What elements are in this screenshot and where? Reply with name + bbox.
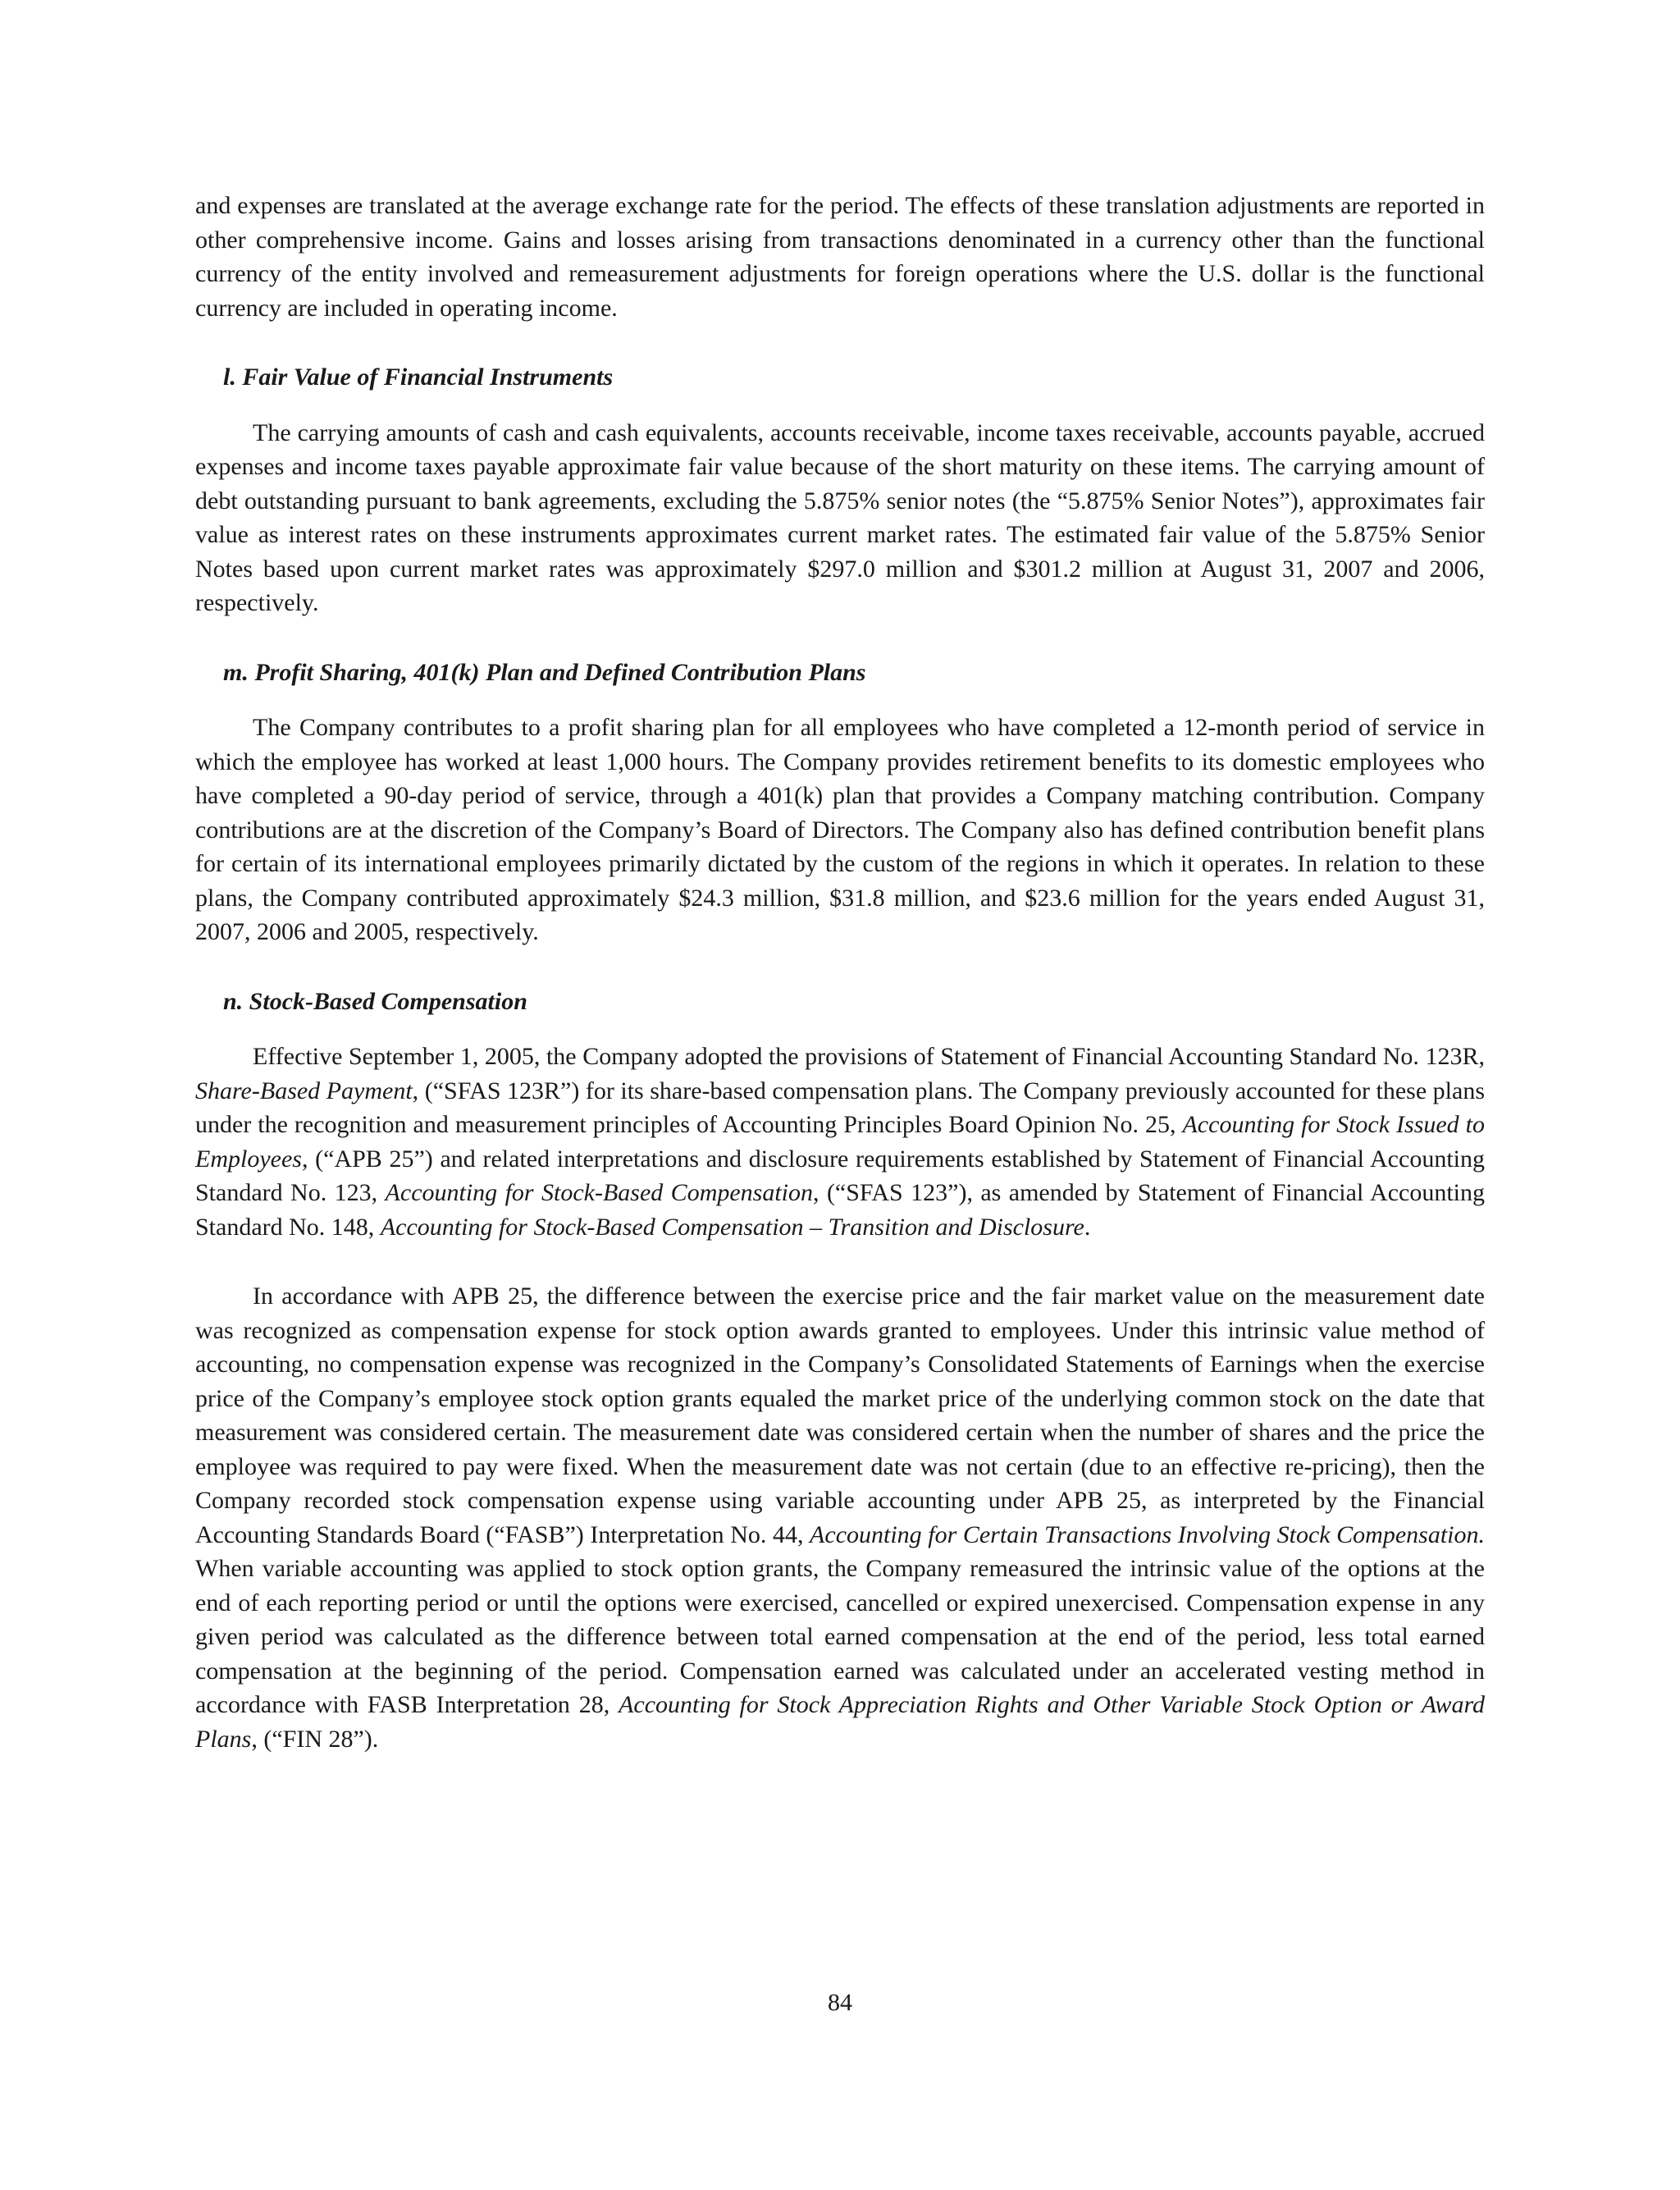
section-m-heading: m. Profit Sharing, 401(k) Plan and Defined Contribution Plans	[223, 658, 866, 686]
text-run: , (“SFAS 123”), as amended by Statement of Financial Accounting Standard No. 148,	[195, 1179, 1485, 1241]
text-run: , (“APB 25”) and related interpretations and disclosure requirements established by Statement of Financial Accounting Standard No. 123,	[195, 1145, 1485, 1206]
italic-title-sfas-123r: Share-Based Payment	[195, 1077, 413, 1104]
section-l-paragraph: The carrying amounts of cash and cash equivalents, accounts receivable, income taxes receivable, accounts payable, accrued expenses and income taxes payable approximate fair value because of the short maturity on these items. The carrying amount of debt outstanding pursuant to bank agreements, excluding the 5.875% senior notes (the “5.875% Senior Notes”), approximates fair value as interest rates on these instruments approximates current market rates. The estimated fair value of the 5.875% Senior Notes based upon current market rates was approximately $297.0 million and $301.2 million at August 31, 2007 and 2006, respectively.	[195, 418, 1485, 616]
section-n-heading: n. Stock-Based Compensation	[223, 987, 527, 1015]
text-run: Effective September 1, 2005, the Company adopted the provisions of Statement of Financial Accounting Standard No. 123R,	[253, 1043, 1485, 1070]
section-m-paragraph: The Company contributes to a profit sharing plan for all employees who have completed a 12-month period of service in which the employee has worked at least 1,000 hours. The Company provides retirement benefits to its domestic employees who have completed a 90-day period of service, through a 401(k) plan that provides a Company matching contribution. Company contributions are at the discretion of the Company’s Board of Directors. The Company also has defined contribution benefit plans for certain of its international employees primarily dictated by the custom of the regions in which it operates. In relation to these plans, the Company contributed approximately $24.3 million, $31.8 million, and $23.6 million for the years ended August 31, 2007, 2006 and 2005, respectively.	[195, 714, 1485, 945]
text-run: , (“SFAS 123R”) for its share-based compensation plans. The Company previously accounted for these plans under the recognition and measurement principles of Accounting Principles Board Opinion No. 25,	[195, 1077, 1485, 1138]
italic-title-fin-28: Accounting for Stock Appreciation Rights and Other Variable Stock Option or Award Plans	[195, 1691, 1486, 1753]
italic-title-fin-44: Accounting for Certain Transactions Involving Stock Compensation.	[810, 1520, 1485, 1548]
text-run: In accordance with APB 25, the difference between the exercise price and the fair market value on the measurement date was recognized as compensation expense for stock option awards granted to employees. Under this intrinsic value method of accounting, no compensation expense was recognized in the Company’s Consolidated Statements of Earnings when the exercise price of the Company’s employee stock option grants equaled the market price of the underlying common stock on the date that measurement was considered certain. The measurement date was considered certain when the number of shares and the price the employee was required to pay were fixed. When the measurement date was not certain (due to an effective re-pricing), then the Company recorded stock compensation expense using variable accounting under APB 25, as interpreted by the Financial Accounting Standards Board (“FASB”) Interpretation No. 44,	[195, 1282, 1485, 1548]
section-n-paragraph-1	[195, 1040, 1485, 1244]
page-number: 84	[828, 1989, 852, 2016]
italic-title-sfas-123: Accounting for Stock-Based Compensation	[385, 1179, 814, 1206]
section-n-paragraph-2	[195, 1279, 1485, 1756]
text-run: .	[1084, 1213, 1091, 1241]
text-run: , (“FIN 28”).	[251, 1725, 379, 1753]
document-page	[195, 189, 1485, 1756]
text-run: When variable accounting was applied to stock option grants, the Company remeasured the intrinsic value of the options at the end of each reporting period or until the options were exercised, cancelled or expired unexercised. Compensation expense in any given period was calculated as the difference between total earned compensation at the end of the period, less total earned compensation at the beginning of the period. Compensation earned was calculated under an accelerated vesting method in accordance with FASB Interpretation 28,	[195, 1555, 1485, 1718]
italic-title-sfas-148: Accounting for Stock-Based Compensation – Transition and Disclosure	[380, 1213, 1084, 1241]
italic-title-apb-25: Accounting for Stock Issued to Employees	[195, 1111, 1485, 1173]
intro-paragraph: and expenses are translated at the average exchange rate for the period. The effects of these translation adjustments are reported in other comprehensive income. Gains and losses arising from transactions denominated in a currency other than the functional currency of the entity involved and remeasurement adjustments for foreign operations where the U.S. dollar is the functional currency are included in operating income.	[195, 192, 1485, 322]
section-l-heading: l. Fair Value of Financial Instruments	[223, 363, 614, 391]
